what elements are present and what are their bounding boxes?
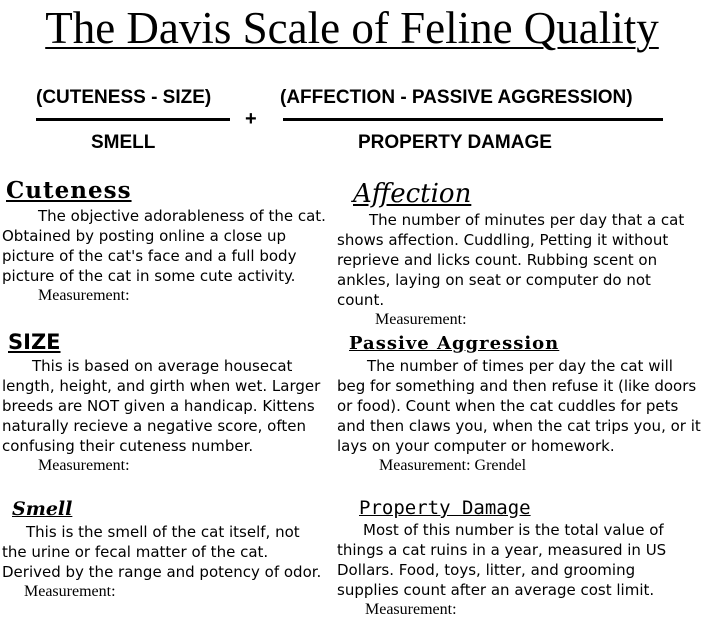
section-size: [2, 328, 328, 476]
property-damage-body: [337, 520, 701, 600]
size-measurement: Measurement:: [38, 457, 130, 474]
fraction-bar-right: [283, 118, 663, 121]
smell-text: This is the smell of the cat itself, not the urine or fecal matter of the cat. Derived by the range and potency of odor.: [2, 523, 322, 581]
smell-heading: Smell: [12, 498, 73, 520]
section-property-damage: [337, 496, 701, 620]
fraction-bar-left: [36, 118, 230, 121]
cuteness-body: [2, 206, 328, 286]
formula-left-numerator: (CUTENESS - SIZE): [36, 87, 212, 108]
size-body: [2, 356, 328, 456]
affection-measurement: Measurement:: [375, 311, 467, 328]
cuteness-heading: Cuteness: [6, 177, 132, 204]
formula-left-denominator: SMELL: [91, 132, 156, 153]
cuteness-text: The objective adorableness of the cat. Obtained by posting online a close up picture of the cat's face and a full body picture of the cat in some cute activity.: [2, 207, 326, 285]
affection-body: [337, 210, 701, 310]
section-smell: [2, 496, 328, 602]
passive-aggression-text: The number of times per day the cat will beg for something and then refuse it (like doors or food). Count when the cat cuddles for pets and then claws you, when the cat trips you, or it lays on your computer or homework.: [337, 357, 701, 455]
passive-aggression-body: [337, 356, 701, 456]
section-cuteness: [2, 176, 328, 306]
formula-operator: +: [245, 108, 257, 130]
page-title: The Davis Scale of Feline Quality: [45, 3, 659, 53]
property-damage-text: Most of this number is the total value of things a cat ruins in a year, measured in US Dollars. Food, toys, litter, and grooming supplies count after an average cost limit.: [337, 521, 667, 599]
section-affection: [337, 178, 701, 330]
formula-right-denominator: PROPERTY DAMAGE: [358, 132, 552, 153]
size-text: This is based on average housecat length, height, and girth when wet. Larger breeds are NOT given a handicap. Kittens naturally recieve a negative score, often confusing their cuteness number.: [2, 357, 321, 455]
property-damage-heading: Property Damage: [359, 497, 531, 519]
affection-heading: Affection: [353, 179, 472, 209]
section-passive-aggression: [337, 332, 701, 476]
cuteness-measurement: Measurement:: [38, 287, 130, 304]
affection-text: The number of minutes per day that a cat shows affection. Cuddling, Petting it without reprieve and licks count. Rubbing scent on ankles, laying on seat or computer do not count.: [337, 211, 685, 309]
formula-right-numerator: (AFFECTION - PASSIVE AGGRESSION): [280, 87, 633, 108]
passive-aggression-measurement: Measurement: Grendel: [379, 457, 527, 474]
passive-aggression-heading: Passive Aggression: [349, 333, 560, 354]
property-damage-measurement: Measurement:: [365, 601, 457, 618]
size-heading: SIZE: [8, 330, 61, 354]
smell-measurement: Measurement:: [24, 583, 116, 600]
smell-body: [2, 522, 328, 582]
